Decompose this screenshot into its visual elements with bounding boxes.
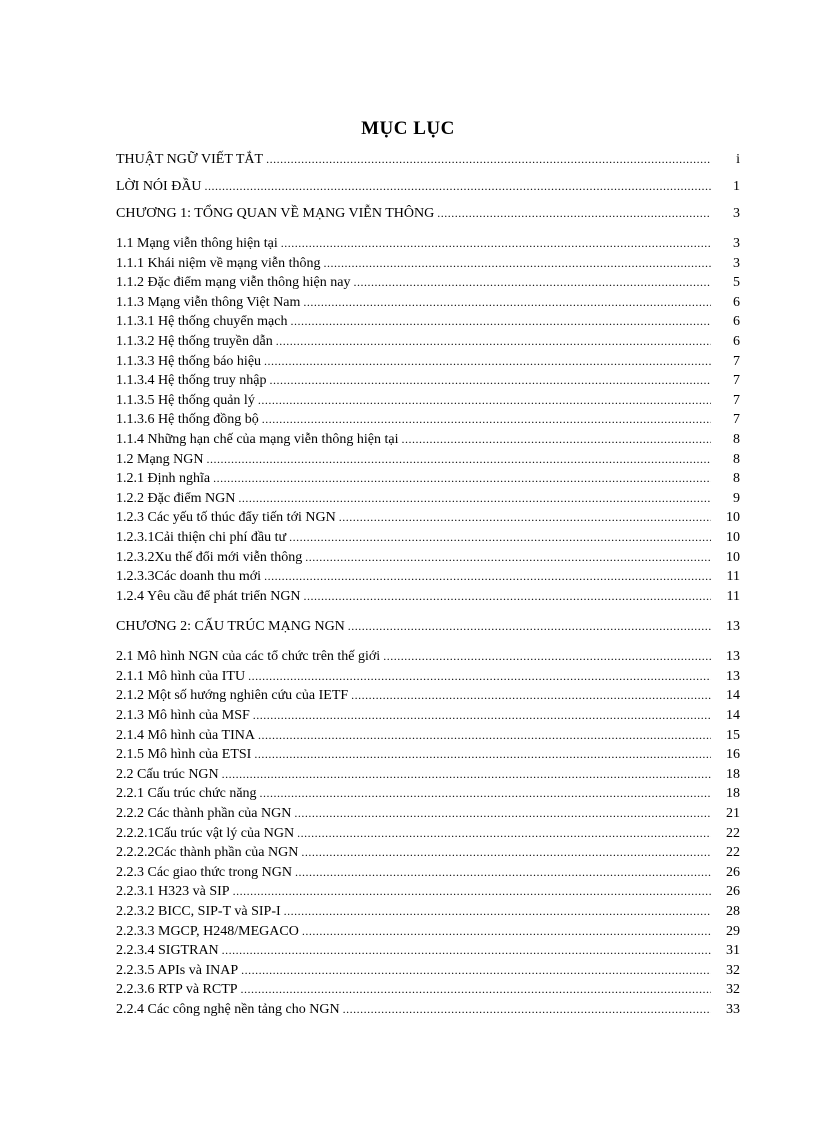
- toc-entry-title: 1.2.3.3Các doanh thu mới: [116, 569, 262, 585]
- toc-entry: [116, 922, 740, 942]
- dot-leader: [241, 961, 711, 981]
- toc-entry: [116, 667, 740, 687]
- dot-leader: [289, 528, 711, 548]
- toc-entry-title: 1.1.3.3 Hệ thống báo hiệu: [116, 353, 262, 369]
- dot-leader: [213, 469, 711, 489]
- dot-leader: [290, 312, 711, 332]
- dot-leader: [269, 371, 711, 391]
- toc-entry-title: 1.2.2 Đặc điểm NGN: [116, 490, 236, 506]
- toc-entry-title: 1.1.3.6 Hệ thống đồng bộ: [116, 412, 259, 428]
- toc-entry-page: 3: [733, 236, 740, 251]
- toc-entry: [116, 961, 740, 981]
- dot-leader: [258, 391, 711, 411]
- toc-entry: [116, 352, 740, 372]
- toc-entry-page: 16: [726, 747, 740, 763]
- toc-entry-title: 1.1.3.2 Hệ thống truyền dẫn: [116, 333, 273, 349]
- toc-entry-title: 2.2.1 Cấu trúc chức năng: [116, 786, 257, 802]
- toc-entry: [116, 312, 740, 332]
- toc-entry-title: 2.2.2.2Các thành phần của NGN: [116, 845, 299, 861]
- toc-entry-page: 9: [733, 490, 740, 506]
- toc-entry-title: 1.1.1 Khái niệm về mạng viễn thông: [116, 255, 321, 271]
- toc-entry-title: CHƯƠNG 1: TỔNG QUAN VỀ MẠNG VIỄN THÔNG: [116, 206, 435, 221]
- toc-entry-page: 32: [726, 962, 740, 978]
- dot-leader: [305, 548, 711, 568]
- dot-leader: [401, 430, 711, 450]
- toc-entry-title: 1.1.3.5 Hệ thống quản lý: [116, 392, 255, 408]
- dot-leader: [339, 508, 711, 528]
- toc-entry-title: 2.1.1 Mô hình của ITU: [116, 668, 246, 684]
- toc-entry: [116, 146, 740, 173]
- dot-leader: [383, 647, 711, 667]
- toc-entry-page: 32: [726, 982, 740, 998]
- dot-leader: [264, 352, 711, 372]
- toc-entry: [116, 234, 740, 254]
- dot-leader: [295, 863, 711, 883]
- toc-entry-page: 21: [726, 806, 740, 822]
- toc-entry-title: 2.2.3.3 MGCP, H248/MEGACO: [116, 923, 299, 939]
- dot-leader: [348, 613, 711, 640]
- toc-entry-page: 7: [733, 353, 740, 369]
- toc-entry-title: 1.2.3 Các yếu tố thúc đẩy tiến tới NGN: [116, 510, 336, 526]
- toc-entry: [116, 410, 740, 430]
- toc-entry-title: 2.2.3.5 APIs và INAP: [116, 962, 239, 978]
- toc-entry-page: 11: [726, 569, 740, 585]
- toc-entry-page: 6: [733, 294, 740, 310]
- dot-leader: [294, 804, 711, 824]
- toc-entry-page: 10: [726, 549, 740, 565]
- dot-leader: [266, 146, 711, 173]
- toc-entry-title: 1.1.4 Những hạn chế của mạng viễn thông hiện tại: [116, 431, 399, 447]
- toc-entry-page: 13: [726, 619, 740, 635]
- toc-entry-title: 2.1.5 Mô hình của ETSI: [116, 747, 252, 763]
- dot-leader: [241, 980, 711, 1000]
- toc-entry: [116, 706, 740, 726]
- dot-leader: [324, 254, 711, 274]
- dot-leader: [343, 1000, 711, 1020]
- page-title: MỤC LỤC: [361, 118, 455, 139]
- dot-leader: [260, 784, 711, 804]
- toc-entry-title: 2.1.3 Mô hình của MSF: [116, 708, 250, 724]
- toc-entry-title: 2.2.2.1Cấu trúc vật lý của NGN: [116, 825, 295, 841]
- toc-entry-page: 1: [733, 179, 740, 194]
- toc-entry: [116, 941, 740, 961]
- toc-entry: [116, 489, 740, 509]
- toc-entry-page: 14: [726, 708, 740, 724]
- toc-entry: [116, 804, 740, 824]
- dot-leader: [353, 273, 711, 293]
- dot-leader: [304, 587, 711, 607]
- toc-entry-page: 5: [733, 275, 740, 291]
- toc-entry-page: 7: [733, 412, 740, 428]
- toc-entry-title: 2.2.3.1 H323 và SIP: [116, 884, 230, 900]
- dot-leader: [281, 234, 711, 254]
- toc-entry-title: 1.2 Mạng NGN: [116, 451, 204, 467]
- dot-leader: [284, 902, 711, 922]
- toc-entry: [116, 430, 740, 450]
- toc-entry-page: 3: [733, 255, 740, 271]
- toc-entry: [116, 391, 740, 411]
- toc-entry: [116, 882, 740, 902]
- table-of-contents: [116, 146, 740, 1020]
- toc-entry: [116, 980, 740, 1000]
- toc-entry: [116, 528, 740, 548]
- toc-entry-page: 8: [733, 471, 740, 487]
- toc-entry: [116, 843, 740, 863]
- toc-entry: [116, 1000, 740, 1020]
- toc-entry-page: 18: [726, 766, 740, 782]
- toc-entry-title: 2.2.3.2 BICC, SIP-T và SIP-I: [116, 904, 281, 919]
- toc-entry-page: 26: [726, 884, 740, 900]
- toc-entry-page: 6: [733, 314, 740, 330]
- toc-entry-page: 7: [733, 392, 740, 408]
- dot-leader: [297, 824, 711, 844]
- toc-entry: [116, 765, 740, 785]
- toc-entry-title: 1.2.1 Định nghĩa: [116, 471, 211, 487]
- toc-entry-title: 2.2.2 Các thành phần của NGN: [116, 806, 292, 822]
- toc-entry-title: 1.1.3.1 Hệ thống chuyển mạch: [116, 314, 288, 330]
- toc-entry: [116, 548, 740, 568]
- toc-entry: [116, 686, 740, 706]
- dot-leader: [238, 489, 711, 509]
- toc-entry-page: 33: [726, 1001, 740, 1017]
- toc-entry: [116, 745, 740, 765]
- dot-leader: [303, 293, 711, 313]
- toc-entry-title: LỜI NÓI ĐẦU: [116, 179, 202, 194]
- toc-entry-title: THUẬT NGỮ VIẾT TẮT: [116, 152, 264, 167]
- toc-entry-title: 2.2.4 Các công nghệ nền tảng cho NGN: [116, 1001, 340, 1017]
- toc-entry-title: 2.2.3.6 RTP và RCTP: [116, 982, 238, 998]
- toc-entry: [116, 173, 740, 200]
- toc-entry-page: 8: [733, 431, 740, 447]
- toc-entry-title: CHƯƠNG 2: CẤU TRÚC MẠNG NGN: [116, 619, 345, 635]
- toc-entry: [116, 508, 740, 528]
- toc-entry-page: 10: [726, 529, 740, 545]
- toc-entry-page: 7: [733, 373, 740, 389]
- dot-leader: [302, 922, 711, 942]
- toc-entry-title: 1.1.3 Mạng viễn thông Việt Nam: [116, 294, 301, 310]
- toc-entry-page: 28: [726, 904, 740, 919]
- toc-entry: [116, 469, 740, 489]
- toc-entry-page: 31: [726, 943, 740, 959]
- toc-entry-page: 13: [726, 668, 740, 684]
- dot-leader: [301, 843, 711, 863]
- toc-entry-title: 2.1.4 Mô hình của TINA: [116, 727, 255, 743]
- toc-entry-title: 1.1.2 Đặc điểm mạng viễn thông hiện nay: [116, 275, 351, 291]
- toc-entry-page: 29: [726, 923, 740, 939]
- toc-entry: [116, 784, 740, 804]
- toc-entry-title: 1.2.3.2Xu thế đổi mới viễn thông: [116, 549, 303, 565]
- toc-entry-page: 26: [726, 864, 740, 880]
- dot-leader: [437, 200, 711, 227]
- toc-entry-page: 22: [726, 845, 740, 861]
- dot-leader: [254, 745, 711, 765]
- toc-entry: [116, 293, 740, 313]
- toc-entry-title: 2.2 Cấu trúc NGN: [116, 766, 219, 782]
- dot-leader: [264, 567, 711, 587]
- toc-entry-page: 3: [733, 206, 740, 221]
- toc-entry-title: 1.1 Mạng viễn thông hiện tại: [116, 236, 278, 251]
- toc-entry-title: 1.2.4 Yêu cầu để phát triển NGN: [116, 588, 301, 604]
- dot-leader: [233, 882, 711, 902]
- toc-entry-title: 1.1.3.4 Hệ thống truy nhập: [116, 373, 267, 389]
- dot-leader: [248, 667, 711, 687]
- toc-entry: [116, 824, 740, 844]
- toc-entry-title: 1.2.3.1Cải thiện chi phí đầu tư: [116, 529, 287, 545]
- dot-leader: [258, 726, 711, 746]
- toc-entry: [116, 450, 740, 470]
- toc-entry-page: 18: [726, 786, 740, 802]
- toc-entry-title: 2.2.3.4 SIGTRAN: [116, 943, 219, 959]
- toc-entry: [116, 613, 740, 640]
- dot-leader: [207, 450, 712, 470]
- toc-entry-page: 15: [726, 727, 740, 743]
- toc-entry-page: 13: [726, 649, 740, 665]
- dot-leader: [276, 332, 711, 352]
- toc-entry-page: 6: [733, 333, 740, 349]
- toc-entry: [116, 273, 740, 293]
- dot-leader: [205, 173, 711, 200]
- toc-entry-page: 22: [726, 825, 740, 841]
- toc-entry-page: 10: [726, 510, 740, 526]
- toc-entry-page: i: [736, 152, 740, 167]
- dot-leader: [222, 941, 711, 961]
- toc-entry: [116, 863, 740, 883]
- toc-entry: [116, 371, 740, 391]
- toc-entry: [116, 902, 740, 922]
- toc-entry: [116, 332, 740, 352]
- toc-entry: [116, 726, 740, 746]
- dot-leader: [253, 706, 711, 726]
- toc-entry-page: 11: [726, 588, 740, 604]
- toc-entry: [116, 587, 740, 607]
- toc-entry-title: 2.1.2 Một số hướng nghiên cứu của IETF: [116, 688, 349, 704]
- toc-entry: [116, 567, 740, 587]
- toc-entry: [116, 254, 740, 274]
- toc-entry-page: 8: [733, 451, 740, 467]
- toc-entry-page: 14: [726, 688, 740, 704]
- toc-entry: [116, 200, 740, 227]
- dot-leader: [262, 410, 711, 430]
- toc-entry-title: 2.1 Mô hình NGN của các tổ chức trên thế giới: [116, 649, 381, 665]
- dot-leader: [222, 765, 711, 785]
- dot-leader: [351, 686, 711, 706]
- toc-entry-title: 2.2.3 Các giao thức trong NGN: [116, 864, 292, 880]
- toc-entry: [116, 647, 740, 667]
